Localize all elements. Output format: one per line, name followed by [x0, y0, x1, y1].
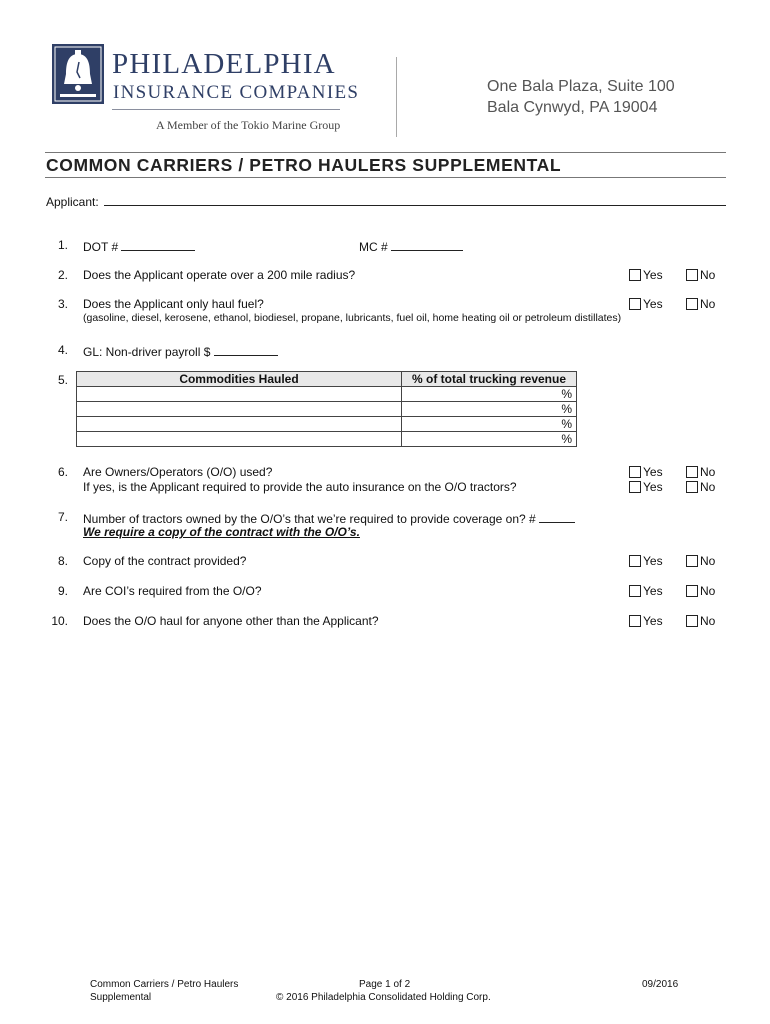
- q8-number: 8.: [57, 554, 68, 568]
- table-header-row: [77, 372, 577, 387]
- q1-mc-row: [359, 238, 463, 254]
- commodities-table: [76, 371, 577, 447]
- q9-text: Are COI’s required from the O/O?: [83, 584, 262, 598]
- brand-name: PHILADELPHIA: [112, 48, 336, 80]
- tractors-count-field[interactable]: [539, 510, 575, 523]
- percent-cell[interactable]: %: [402, 387, 577, 402]
- no-label: No: [700, 614, 716, 628]
- q3-no[interactable]: [686, 297, 715, 311]
- q10-yes[interactable]: [629, 614, 663, 628]
- mc-field[interactable]: [391, 238, 463, 251]
- q6b-no[interactable]: [686, 480, 715, 494]
- no-label: No: [700, 465, 716, 479]
- q1-number: 1.: [57, 238, 68, 252]
- brand-tagline: A Member of the Tokio Marine Group: [156, 118, 341, 132]
- no-label: No: [700, 480, 716, 494]
- revenue-header: % of total trucking revenue: [402, 372, 577, 387]
- q8-yes[interactable]: [629, 554, 663, 568]
- q6-text-2: If yes, is the Applicant required to provide the auto insurance on the O/O tractors?: [83, 480, 517, 494]
- q4-number: 4.: [57, 343, 68, 357]
- footer-copyright: © 2016 Philadelphia Consolidated Holding Corp.: [276, 992, 491, 1003]
- no-label: No: [700, 297, 716, 311]
- table-row: [77, 417, 577, 432]
- dot-field[interactable]: [121, 238, 195, 251]
- table-row: [77, 432, 577, 447]
- q8-yes-checkbox[interactable]: [629, 555, 641, 567]
- q10-yes-checkbox[interactable]: [629, 615, 641, 627]
- brand-subtitle: INSURANCE COMPANIES: [113, 82, 360, 103]
- liberty-bell-logo-icon: [52, 44, 104, 104]
- q7-text: Number of tractors owned by the O/O’s that we’re required to provide coverage on? #: [83, 512, 536, 526]
- yes-label: Yes: [643, 614, 663, 628]
- q7-note: We require a copy of the contract with the O/O’s.: [83, 525, 360, 539]
- q10-text: Does the O/O haul for anyone other than the Applicant?: [83, 614, 379, 628]
- q10-no-checkbox[interactable]: [686, 615, 698, 627]
- no-label: No: [700, 268, 716, 282]
- q3-text: Does the Applicant only haul fuel?: [83, 297, 264, 311]
- table-row: [77, 402, 577, 417]
- page-title: COMMON CARRIERS / PETRO HAULERS SUPPLEMENTAL: [46, 155, 562, 175]
- yes-label: Yes: [643, 554, 663, 568]
- table-row: [77, 387, 577, 402]
- applicant-label: Applicant:: [46, 195, 99, 209]
- q2-number: 2.: [57, 268, 68, 282]
- q6b-yes[interactable]: [629, 480, 663, 494]
- q6a-yes[interactable]: [629, 465, 663, 479]
- q2-no-checkbox[interactable]: [686, 269, 698, 281]
- q6-text: Are Owners/Operators (O/O) used?: [83, 465, 273, 479]
- q6-number: 6.: [57, 465, 68, 479]
- commodities-header: Commodities Hauled: [77, 372, 402, 387]
- q6a-yes-checkbox[interactable]: [629, 466, 641, 478]
- yes-label: Yes: [643, 465, 663, 479]
- q4-row: [83, 343, 278, 359]
- q1-dot-row: [83, 238, 195, 254]
- q3-number: 3.: [57, 297, 68, 311]
- q3-no-checkbox[interactable]: [686, 298, 698, 310]
- q2-no[interactable]: [686, 268, 715, 282]
- q7-row: [83, 510, 575, 526]
- q4-text: GL: Non-driver payroll $: [83, 345, 211, 359]
- q9-number: 9.: [57, 584, 68, 598]
- q5-number: 5.: [57, 373, 68, 387]
- percent-cell[interactable]: %: [402, 402, 577, 417]
- title-rule-top: [45, 152, 726, 153]
- commodity-cell[interactable]: [77, 432, 402, 447]
- q3-yes-checkbox[interactable]: [629, 298, 641, 310]
- no-label: No: [700, 554, 716, 568]
- q9-no[interactable]: [686, 584, 715, 598]
- q2-yes-checkbox[interactable]: [629, 269, 641, 281]
- q6a-no[interactable]: [686, 465, 715, 479]
- commodity-cell[interactable]: [77, 417, 402, 432]
- percent-cell[interactable]: %: [402, 432, 577, 447]
- footer-form-name-1: Common Carriers / Petro Haulers: [90, 979, 239, 990]
- q2-text: Does the Applicant operate over a 200 mile radius?: [83, 268, 356, 282]
- q10-no[interactable]: [686, 614, 715, 628]
- yes-label: Yes: [643, 268, 663, 282]
- yes-label: Yes: [643, 584, 663, 598]
- q6b-yes-checkbox[interactable]: [629, 481, 641, 493]
- address-line-1: One Bala Plaza, Suite 100: [487, 78, 675, 95]
- no-label: No: [700, 584, 716, 598]
- q9-yes[interactable]: [629, 584, 663, 598]
- q2-yes[interactable]: [629, 268, 663, 282]
- footer-date: 09/2016: [642, 979, 679, 990]
- commodity-cell[interactable]: [77, 387, 402, 402]
- q7-number: 7.: [57, 510, 68, 524]
- commodity-cell[interactable]: [77, 402, 402, 417]
- brand-rule: [112, 109, 340, 110]
- q6a-no-checkbox[interactable]: [686, 466, 698, 478]
- mc-label: MC #: [359, 240, 388, 254]
- yes-label: Yes: [643, 480, 663, 494]
- title-rule-bottom: [45, 177, 726, 178]
- footer-form-name-2: Supplemental: [90, 992, 152, 1003]
- dot-label: DOT #: [83, 240, 119, 254]
- q8-no[interactable]: [686, 554, 715, 568]
- q3-yes[interactable]: [629, 297, 663, 311]
- percent-cell[interactable]: %: [402, 417, 577, 432]
- address-line-2: Bala Cynwyd, PA 19004: [487, 99, 658, 116]
- q3-note: (gasoline, diesel, kerosene, ethanol, biodiesel, propane, lubricants, fuel oil, home heating oil or petroleum distillates): [83, 312, 622, 324]
- q9-no-checkbox[interactable]: [686, 585, 698, 597]
- footer-page-number: Page 1 of 2: [359, 979, 411, 990]
- q6b-no-checkbox[interactable]: [686, 481, 698, 493]
- q10-number: 10.: [51, 614, 68, 628]
- q8-no-checkbox[interactable]: [686, 555, 698, 567]
- yes-label: Yes: [643, 297, 663, 311]
- payroll-field[interactable]: [214, 343, 278, 356]
- q9-yes-checkbox[interactable]: [629, 585, 641, 597]
- q8-text: Copy of the contract provided?: [83, 554, 247, 568]
- applicant-field[interactable]: [104, 205, 726, 206]
- header-divider: [396, 57, 397, 137]
